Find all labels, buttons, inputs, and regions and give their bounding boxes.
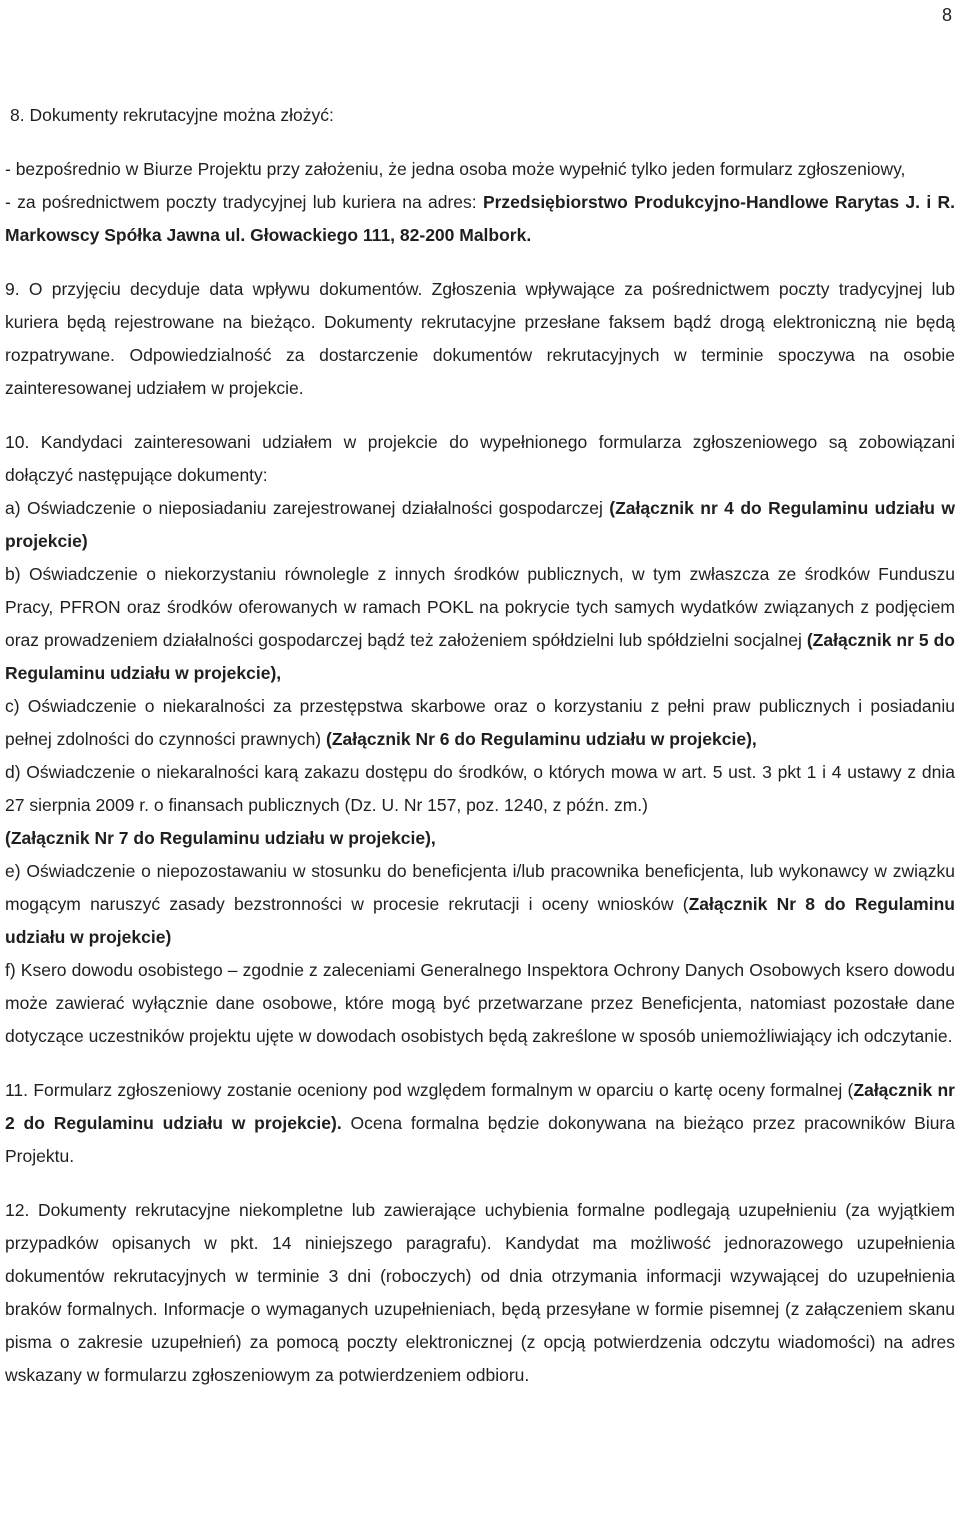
section-11-text-after: Ocena formalna będzie dokonywana na bieżąco przez pracowników Biura Projektu. <box>5 1113 955 1166</box>
section-10-item-f: f) Ksero dowodu osobistego – zgodnie z zaleceniami Generalnego Inspektora Ochrony Danych Osobowych ksero dowodu może zawierać wyłącznie dane osobowe, które mogą być przetwarzane przez Beneficjenta, natomiast pozostałe dane dotyczące uczestników projektu ujęte w dowodach osobistych będą zakreślone w sposób uniemożliwiający ich odczytanie. <box>5 960 955 1046</box>
section-11-text-before: 11. Formularz zgłoszeniowy zostanie oceniony pod względem formalnym w oparciu o kartę oceny formalnej ( <box>5 1080 854 1100</box>
section-8-address: Przedsiębiorstwo Produkcyjno-Handlowe Rarytas J. i R. Markowscy Spółka Jawna ul. Głowackiego 111, 82-200 Malbork. <box>5 192 955 245</box>
page-number: 8 <box>941 5 952 25</box>
item-b-attachment: (Załącznik nr 5 do Regulaminu udziału w projekcie), <box>5 630 955 683</box>
item-b-text: b) Oświadczenie o niekorzystaniu równolegle z innych środków publicznych, w tym zwłaszcza ze środków Funduszu Pracy, PFRON oraz środków oferowanych w ramach POKL na pokrycie tych samych wydatków związanych z podjęciem oraz prowadzeniem działalności gospodarczej bądź też założeniem spółdzielni lub spółdzielni socjalnej <box>5 564 955 650</box>
section-11-paragraph <box>5 1074 955 1173</box>
section-10-item-d: d) Oświadczenie o niekaralności karą zakazu dostępu do środków, o których mowa w art. 5 ust. 3 pkt 1 i 4 ustawy z dnia 27 sierpnia 2009 r. o finansach publicznych (Dz. U. Nr 157, poz. 1240, z późn. zm.) <box>5 762 955 815</box>
section-8-mail-text: - za pośrednictwem poczty tradycyjnej lub kuriera na adres: <box>5 192 483 212</box>
item-c-attachment: (Załącznik Nr 6 do Regulaminu udziału w projekcie), <box>326 729 757 749</box>
item-a-text: a) Oświadczenie o nieposiadaniu zarejestrowanej działalności gospodarczej <box>5 498 610 518</box>
section-12-paragraph: 12. Dokumenty rekrutacyjne niekompletne lub zawierające uchybienia formalne podlegają uzupełnieniu (za wyjątkiem przypadków opisanych w pkt. 14 niniejszego paragrafu). Kandydat ma możliwość jednorazowego uzupełnienia dokumentów rekrutacyjnych w terminie 3 dni (roboczych) od dnia otrzymania informacji wzywającej do uzupełnienia braków formalnych. Informacje o wymaganych uzupełnieniach, będą przesyłane w formie pisemnej (z załączeniem skanu pisma o zakresie uzupełnień) za pomocą poczty elektronicznej (z opcją potwierdzenia odczytu wiadomości) na adres wskazany w formularzu zgłoszeniowym za potwierdzeniem odbioru. <box>5 1200 955 1385</box>
section-10-item-d-attachment <box>5 822 955 855</box>
item-d-attachment: (Załącznik Nr 7 do Regulaminu udziału w projekcie), <box>5 828 436 848</box>
item-e-text: e) Oświadczenie o niepozostawaniu w stosunku do beneficjenta i/lub pracownika beneficjenta, lub wykonawcy w związku mogącym naruszyć zasady bezstronności w procesie rekrutacji i oceny wniosków ( <box>5 861 955 914</box>
section-9-paragraph: 9. O przyjęciu decyduje data wpływu dokumentów. Zgłoszenia wpływające za pośrednictwem poczty tradycyjnej lub kuriera będą rejestrowane na bieżąco. Dokumenty rekrutacyjne przesłane faksem bądź drogą elektroniczną nie będą rozpatrywane. Odpowiedzialność za dostarczenie dokumentów rekrutacyjnych w terminie spoczywa na osobie zainteresowanej udziałem w projekcie. <box>5 279 955 398</box>
section-11-attachment: Załącznik nr 2 do Regulaminu udziału w projekcie). <box>5 1080 955 1133</box>
section-10-item-e <box>5 855 955 954</box>
section-10-item-b <box>5 558 955 690</box>
section-8-item-mail <box>5 186 955 252</box>
section-8-item-direct: - bezpośrednio w Biurze Projektu przy założeniu, że jedna osoba może wypełnić tylko jeden formularz zgłoszeniowy, <box>5 159 906 179</box>
item-e-attachment: Załącznik Nr 8 do Regulaminu udziału w projekcie) <box>5 894 955 947</box>
section-10-item-c <box>5 690 955 756</box>
item-a-attachment: (Załącznik nr 4 do Regulaminu udziału w projekcie) <box>5 498 955 551</box>
document-body <box>5 99 955 1392</box>
item-c-text: c) Oświadczenie o niekaralności za przestępstwa skarbowe oraz o korzystaniu z pełni praw publicznych i posiadaniu pełnej zdolności do czynności prawnych) <box>5 696 955 749</box>
section-10-item-a <box>5 492 955 558</box>
section-10-intro: 10. Kandydaci zainteresowani udziałem w projekcie do wypełnionego formularza zgłoszeniowego są zobowiązani dołączyć następujące dokumenty: <box>5 432 955 485</box>
section-8-heading: 8. Dokumenty rekrutacyjne można złożyć: <box>10 105 334 125</box>
